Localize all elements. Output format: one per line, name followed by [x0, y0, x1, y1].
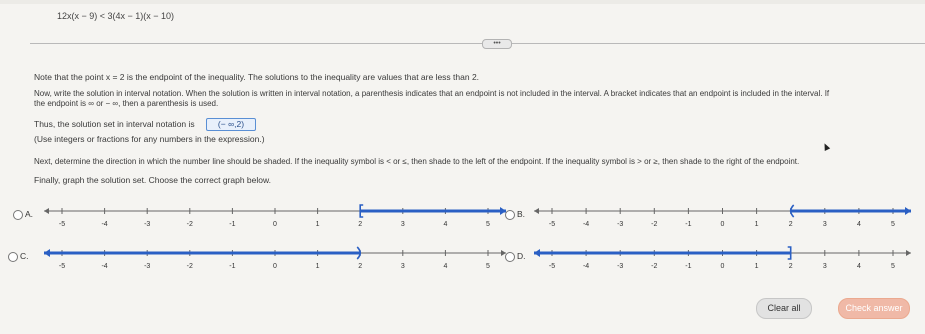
tick-label: 4: [856, 221, 861, 228]
tick-label: 4: [443, 263, 448, 270]
instruction-solution-set: Thus, the solution set in interval notation is: [34, 119, 195, 129]
instruction-infinity-note: the endpoint is ∞ or − ∞, then a parenthesis is used.: [34, 99, 219, 108]
tick-label: 1: [754, 221, 759, 228]
tick-label: 1: [315, 263, 320, 270]
option-b-radio[interactable]: [505, 210, 515, 220]
option-d-radio[interactable]: [505, 252, 515, 262]
tick-label: 5: [891, 263, 895, 270]
tick-label: 2: [788, 221, 793, 228]
axis-arrow-left-icon: [44, 208, 49, 214]
shade-arrow-icon: [44, 249, 50, 257]
tick-label: 5: [486, 263, 490, 270]
axis-arrow-right-icon: [906, 250, 911, 256]
tick-label: 3: [400, 263, 405, 270]
tick-label: -5: [548, 221, 556, 228]
tick-label: -4: [582, 221, 590, 228]
tick-label: -5: [58, 221, 66, 228]
check-answer-button[interactable]: Check answer: [838, 298, 910, 319]
shade-arrow-icon: [534, 249, 540, 257]
tick-label: -4: [101, 221, 108, 228]
tick-label: -4: [101, 263, 108, 270]
tick-label: 2: [358, 221, 363, 228]
tick-label: 4: [443, 221, 448, 228]
option-c-label: C.: [20, 251, 29, 261]
tick-label: -2: [651, 221, 658, 228]
top-strip: [0, 0, 925, 4]
tick-label: 3: [400, 221, 405, 228]
tick-label: -1: [229, 263, 236, 270]
tick-label: -3: [144, 221, 151, 228]
tick-label: 4: [856, 263, 861, 270]
tick-label: 0: [273, 221, 277, 228]
option-d-number-line[interactable]: [530, 245, 915, 273]
tick-label: -3: [617, 263, 624, 270]
tick-label: 1: [315, 221, 320, 228]
instruction-endpoint-note: Note that the point x = 2 is the endpoint of the inequality. The solutions to the inequality are values that are less than 2.: [34, 72, 480, 82]
interval-answer-field[interactable]: (− ∞,2): [206, 118, 256, 131]
tick-label: 5: [486, 221, 490, 228]
tick-label: -1: [685, 221, 692, 228]
mouse-cursor-icon: [822, 142, 830, 151]
option-c-radio[interactable]: [8, 252, 18, 262]
tick-label: 3: [822, 221, 827, 228]
shade-arrow-icon: [905, 207, 911, 215]
instruction-use-integers: (Use integers or fractions for any numbers in the expression.): [34, 134, 265, 144]
option-a-number-line[interactable]: [40, 203, 510, 231]
tick-label: -1: [685, 263, 692, 270]
tick-label: -5: [548, 263, 556, 270]
option-a-radio[interactable]: [13, 210, 23, 220]
tick-label: 0: [720, 263, 725, 270]
tick-label: -1: [229, 221, 236, 228]
option-a-label: A.: [25, 209, 34, 219]
tick-label: 0: [273, 263, 277, 270]
tick-label: -3: [144, 263, 151, 270]
option-d-label: D.: [517, 251, 526, 261]
tick-label: 2: [788, 263, 793, 270]
tick-label: 0: [720, 221, 725, 228]
expand-more-button[interactable]: •••: [482, 39, 512, 49]
option-c-number-line[interactable]: [40, 245, 510, 273]
option-b-label: B.: [517, 209, 526, 219]
instruction-interval-notation: Now, write the solution in interval notation. When the solution is written in interval notation, a parenthesis indicates that an endpoint is not included in the interval. A bracket indicates that an endpoint is included in the interval. If: [34, 89, 830, 98]
option-b-number-line[interactable]: [530, 203, 915, 231]
tick-label: -2: [651, 263, 658, 270]
inequality-expression: 12x(x − 9) < 3(4x − 1)(x − 10): [57, 11, 175, 21]
tick-label: 2: [358, 263, 363, 270]
tick-label: -2: [186, 263, 193, 270]
instruction-shade-direction: Next, determine the direction in which the number line should be shaded. If the inequality symbol is < or ≤, then shade to the left of the endpoint. If the inequality symbol is > or ≥, then shade to the right of the endpoint.: [34, 157, 800, 166]
tick-label: -2: [186, 221, 193, 228]
tick-label: -5: [58, 263, 66, 270]
tick-label: -3: [617, 221, 624, 228]
section-divider: [30, 43, 925, 44]
axis-arrow-left-icon: [534, 208, 539, 214]
instruction-choose-graph: Finally, graph the solution set. Choose the correct graph below.: [34, 175, 272, 185]
tick-label: -4: [582, 263, 590, 270]
tick-label: 1: [754, 263, 759, 270]
clear-all-button[interactable]: Clear all: [756, 298, 812, 319]
tick-label: 5: [891, 221, 895, 228]
tick-label: 3: [822, 263, 827, 270]
